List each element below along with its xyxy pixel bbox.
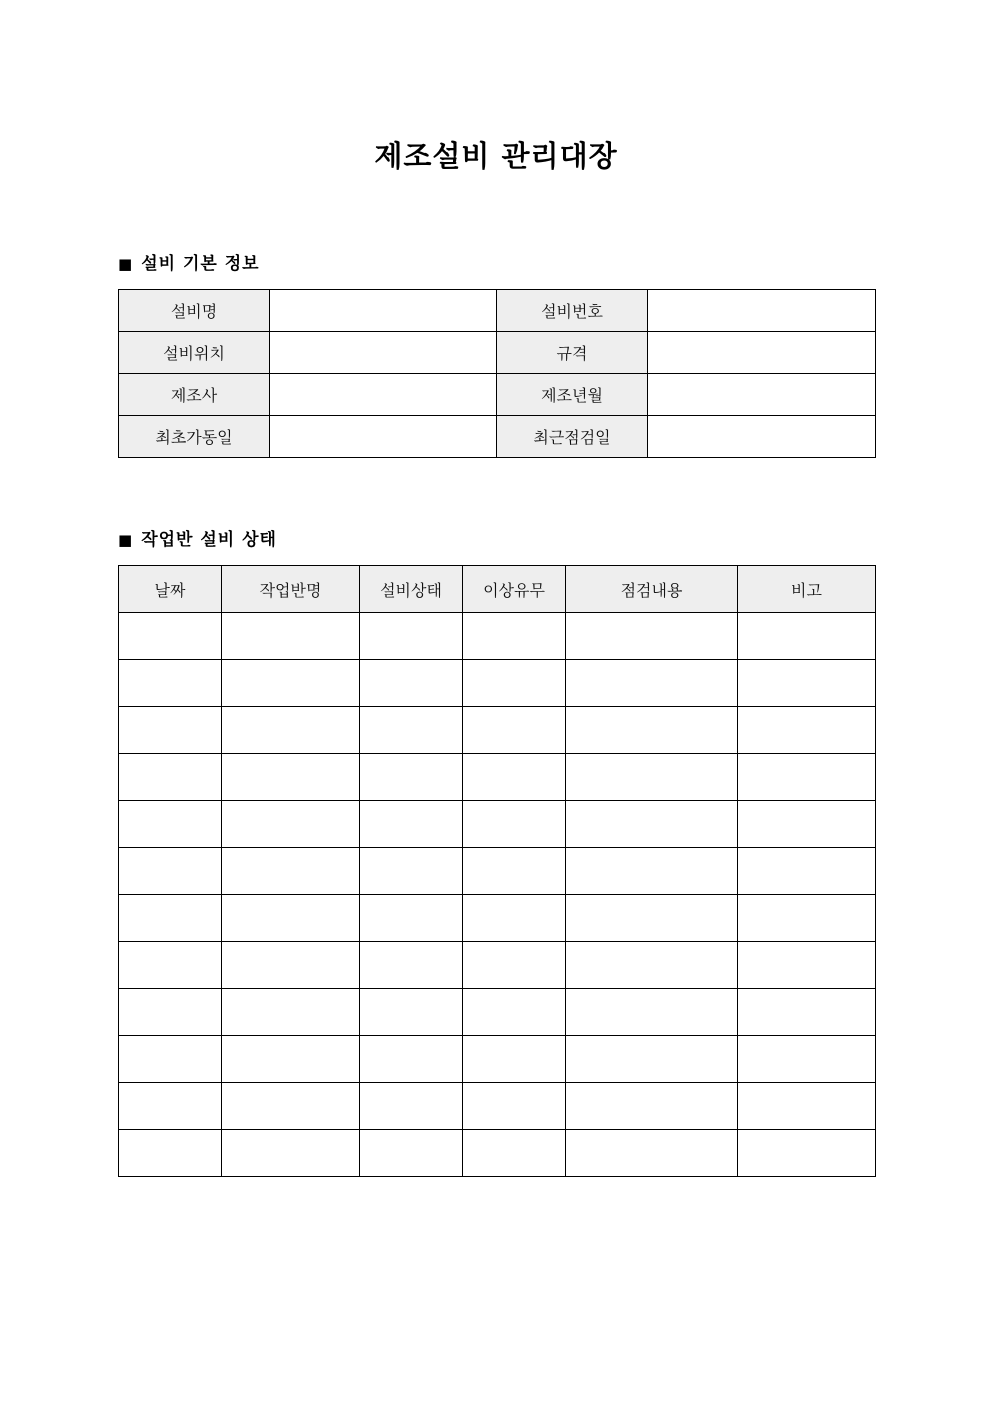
label-last-inspection-date: 최근점검일	[497, 416, 648, 458]
cell-date[interactable]	[119, 1130, 222, 1177]
cell-equipment-status[interactable]	[360, 989, 463, 1036]
cell-inspection-details[interactable]	[566, 1083, 738, 1130]
cell-inspection-details[interactable]	[566, 707, 738, 754]
cell-team-name[interactable]	[222, 707, 360, 754]
cell-equipment-status[interactable]	[360, 942, 463, 989]
section-heading-label: 작업반 설비 상태	[141, 530, 277, 550]
cell-date[interactable]	[119, 613, 222, 660]
cell-abnormality[interactable]	[463, 754, 566, 801]
cell-inspection-details[interactable]	[566, 895, 738, 942]
cell-abnormality[interactable]	[463, 707, 566, 754]
cell-date[interactable]	[119, 942, 222, 989]
cell-abnormality[interactable]	[463, 1036, 566, 1083]
cell-inspection-details[interactable]	[566, 848, 738, 895]
table-header-row	[119, 566, 876, 613]
cell-abnormality[interactable]	[463, 1083, 566, 1130]
cell-equipment-status[interactable]	[360, 754, 463, 801]
label-manufacture-date: 제조년월	[497, 374, 648, 416]
label-equipment-number: 설비번호	[497, 290, 648, 332]
cell-abnormality[interactable]	[463, 660, 566, 707]
cell-remarks[interactable]	[738, 989, 876, 1036]
cell-remarks[interactable]	[738, 848, 876, 895]
table-row	[119, 1083, 876, 1130]
table-row	[119, 989, 876, 1036]
table-row	[119, 660, 876, 707]
table-row	[119, 754, 876, 801]
table-row	[119, 374, 876, 416]
team-status-table	[118, 565, 876, 1177]
cell-date[interactable]	[119, 801, 222, 848]
label-equipment-name: 설비명	[119, 290, 270, 332]
cell-inspection-details[interactable]	[566, 1130, 738, 1177]
square-bullet-icon: ■	[118, 531, 134, 549]
cell-equipment-status[interactable]	[360, 895, 463, 942]
page-title: 제조설비 관리대장	[374, 139, 618, 173]
table-row	[119, 613, 876, 660]
cell-equipment-status[interactable]	[360, 801, 463, 848]
cell-date[interactable]	[119, 754, 222, 801]
column-header-remarks: 비고	[738, 566, 876, 613]
cell-team-name[interactable]	[222, 1036, 360, 1083]
cell-abnormality[interactable]	[463, 1130, 566, 1177]
column-header-date: 날짜	[119, 566, 222, 613]
cell-remarks[interactable]	[738, 754, 876, 801]
cell-date[interactable]	[119, 1036, 222, 1083]
table-row	[119, 942, 876, 989]
cell-date[interactable]	[119, 660, 222, 707]
cell-inspection-details[interactable]	[566, 989, 738, 1036]
cell-date[interactable]	[119, 895, 222, 942]
cell-equipment-status[interactable]	[360, 1130, 463, 1177]
cell-team-name[interactable]	[222, 613, 360, 660]
cell-remarks[interactable]	[738, 613, 876, 660]
cell-team-name[interactable]	[222, 1083, 360, 1130]
cell-team-name[interactable]	[222, 801, 360, 848]
table-row	[119, 1130, 876, 1177]
cell-team-name[interactable]	[222, 895, 360, 942]
label-first-operation-date: 최초가동일	[119, 416, 270, 458]
square-bullet-icon: ■	[118, 255, 134, 273]
cell-remarks[interactable]	[738, 1083, 876, 1130]
value-equipment-name[interactable]	[270, 290, 497, 332]
section-heading-team-status	[118, 528, 277, 552]
column-header-abnormality: 이상유무	[463, 566, 566, 613]
cell-equipment-status[interactable]	[360, 613, 463, 660]
table-row	[119, 895, 876, 942]
value-first-operation-date[interactable]	[270, 416, 497, 458]
cell-equipment-status[interactable]	[360, 848, 463, 895]
cell-remarks[interactable]	[738, 1130, 876, 1177]
cell-abnormality[interactable]	[463, 613, 566, 660]
label-specification: 규격	[497, 332, 648, 374]
cell-inspection-details[interactable]	[566, 942, 738, 989]
section-heading-label: 설비 기본 정보	[141, 254, 260, 274]
label-manufacturer: 제조사	[119, 374, 270, 416]
cell-team-name[interactable]	[222, 989, 360, 1036]
cell-team-name[interactable]	[222, 942, 360, 989]
cell-remarks[interactable]	[738, 660, 876, 707]
table-row	[119, 848, 876, 895]
basic-info-table	[118, 289, 876, 458]
cell-team-name[interactable]	[222, 660, 360, 707]
label-equipment-location: 설비위치	[119, 332, 270, 374]
table-row	[119, 290, 876, 332]
cell-date[interactable]	[119, 707, 222, 754]
cell-inspection-details[interactable]	[566, 801, 738, 848]
cell-remarks[interactable]	[738, 707, 876, 754]
value-manufacturer[interactable]	[270, 374, 497, 416]
table-row	[119, 416, 876, 458]
cell-inspection-details[interactable]	[566, 613, 738, 660]
column-header-equipment-status: 설비상태	[360, 566, 463, 613]
cell-abnormality[interactable]	[463, 989, 566, 1036]
cell-date[interactable]	[119, 848, 222, 895]
cell-inspection-details[interactable]	[566, 1036, 738, 1083]
column-header-inspection-details: 점검내용	[566, 566, 738, 613]
cell-date[interactable]	[119, 1083, 222, 1130]
cell-team-name[interactable]	[222, 754, 360, 801]
value-specification[interactable]	[648, 332, 876, 374]
cell-equipment-status[interactable]	[360, 1036, 463, 1083]
table-row	[119, 801, 876, 848]
cell-equipment-status[interactable]	[360, 1083, 463, 1130]
cell-equipment-status[interactable]	[360, 707, 463, 754]
column-header-team-name: 작업반명	[222, 566, 360, 613]
cell-date[interactable]	[119, 989, 222, 1036]
cell-inspection-details[interactable]	[566, 660, 738, 707]
table-row	[119, 707, 876, 754]
cell-abnormality[interactable]	[463, 895, 566, 942]
cell-team-name[interactable]	[222, 1130, 360, 1177]
table-row	[119, 332, 876, 374]
value-equipment-location[interactable]	[270, 332, 497, 374]
table-row	[119, 1036, 876, 1083]
section-heading-basic-info	[118, 252, 260, 276]
cell-remarks[interactable]	[738, 942, 876, 989]
cell-abnormality[interactable]	[463, 942, 566, 989]
cell-abnormality[interactable]	[463, 801, 566, 848]
cell-abnormality[interactable]	[463, 848, 566, 895]
cell-equipment-status[interactable]	[360, 660, 463, 707]
cell-remarks[interactable]	[738, 1036, 876, 1083]
cell-remarks[interactable]	[738, 895, 876, 942]
value-equipment-number[interactable]	[648, 290, 876, 332]
cell-team-name[interactable]	[222, 848, 360, 895]
value-manufacture-date[interactable]	[648, 374, 876, 416]
cell-remarks[interactable]	[738, 801, 876, 848]
cell-inspection-details[interactable]	[566, 754, 738, 801]
value-last-inspection-date[interactable]	[648, 416, 876, 458]
